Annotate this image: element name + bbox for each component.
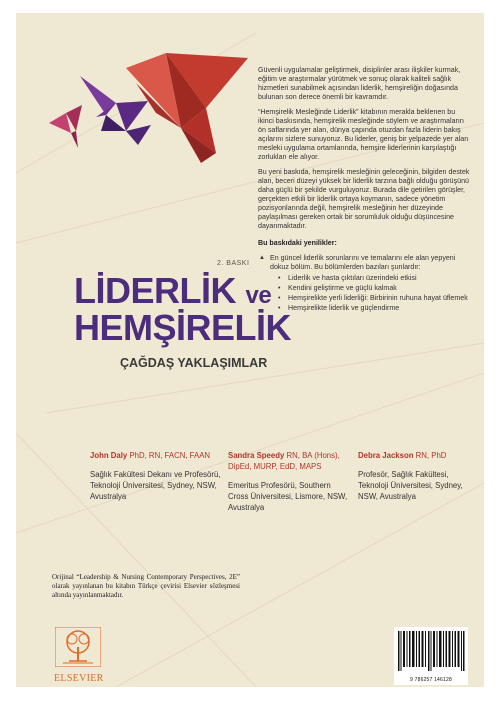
isbn-number: 9 786257 146128 [410, 677, 452, 683]
translation-notice: Orijinal “Leadership & Nursing Contemporary Perspectives, 2E” olarak yayınlanan bu kitabın Türkçe çevirisi Elsevier sözleşmesi altında yayınlanmaktadır. [52, 573, 240, 599]
author-block [228, 450, 348, 513]
publisher-name: ELSEVIER [54, 673, 104, 684]
author-affiliation: Profesör, Sağlık Fakültesi, Teknoloji Üniversitesi, Sydney, NSW, Avustralya [358, 470, 463, 501]
barcode-icon [394, 627, 468, 675]
title-line-1 [74, 270, 271, 312]
isbn-barcode [394, 627, 468, 685]
author-credentials: RN, PhD [415, 451, 447, 460]
title-word: LİDERLİK [74, 270, 236, 311]
author-credentials: PhD, RN, FACN, FAAN [129, 451, 211, 460]
author-credentials: RN, BA (Hons), DipEd, MURP, EdD, MAPS [228, 451, 340, 471]
book-subtitle: ÇAĞDAŞ YAKLAŞIMLAR [120, 356, 268, 370]
pink-origami-bird [49, 105, 82, 148]
blurb-paragraph: “Hemşirelik Mesleğinde Liderlik” kitabının merakla beklenen bu ikinci baskısında, hemşirelik mesleğinde söylem ve araştırmaların ön saflarında yer alan, dünya çapında otuzdan fazla liderin bakış açılarını sizlere sunuyoruz. Bu liderler, geniş bir yelpazede yer alan mesleki uygulama ortamlarında, hemşire liderlerinin karşılaştığı zorlukları ele alıyor. [258, 108, 469, 161]
list-item: • Kendini geliştirme ve güçlü kalmak [288, 284, 470, 293]
edition-label: 2. BASKI [217, 260, 250, 267]
list-item: • Hemşirelikte yerli liderliği: Birbirinin ruhuna hayat üflemek [288, 294, 470, 303]
book-back-cover [16, 13, 484, 687]
blurb-paragraph: Güvenli uygulamalar geliştirmek, disiplinler arası ilişkiler kurmak, eğitim ve araştırmalar yürütmek ve sonuç olarak kaliteli sağlık hizmetleri sunabilmek açısından liderlik, hemşireliğin doğasında bulunan son derece önemli bir kavramdır. [258, 66, 461, 101]
red-origami-bird [126, 53, 248, 163]
title-conjunction: ve [245, 282, 272, 309]
list-item: • Hemşirelikte liderlik ve güçlendirme [288, 304, 470, 313]
elsevier-tree-icon [55, 627, 101, 667]
title-line-2: HEMŞİRELİK [74, 307, 292, 348]
author-name: John Daly [90, 451, 128, 460]
author-affiliation: Emeritus Profesörü, Southern Cross Üniversitesi, Lismore, NSW, Avustralya [228, 481, 348, 512]
new-features-heading: Bu baskıdaki yenilikler: [258, 239, 337, 247]
list-item: • Liderlik ve hasta çıktıları üzerindeki etkisi [288, 274, 470, 283]
purple-origami-bird [80, 76, 151, 145]
publisher-logo [54, 627, 102, 684]
author-name: Sandra Speedy [228, 451, 285, 460]
author-block [358, 450, 468, 502]
new-features-intro: ▲ En güncel liderlik sorunlarını ve temalarını ele alan yepyeni dokuz bölüm. Bu bölümlerden bazıları şunlardır: [270, 254, 470, 272]
author-name: Debra Jackson [358, 451, 414, 460]
blurb-paragraph: Bu yeni baskıda, hemşirelik mesleğinin geleceğinin, bilgiden destek alan, beceri düzeyi yüksek bir liderlik tarzına bağlı olduğu görüşünü daha güçlü bir şekilde vurguluyoruz. Burada dile getirilen görüşler, gerçekten etkili bir liderlik ortaya koymanın, sadece yönetim pozisyonlarında değil, hemşirelik mesleğinin her düzeyinde paylaşılması gereken ortak bir sorumluluk olduğu düşüncesine dayanmaktadır. [258, 168, 470, 230]
back-cover-blurb [258, 66, 470, 314]
new-features-list [288, 274, 470, 313]
author-block [90, 450, 230, 502]
author-affiliation: Sağlık Fakültesi Dekanı ve Profesörü, Teknoloji Üniversitesi, Sydney, NSW, Avustralya [90, 470, 221, 501]
